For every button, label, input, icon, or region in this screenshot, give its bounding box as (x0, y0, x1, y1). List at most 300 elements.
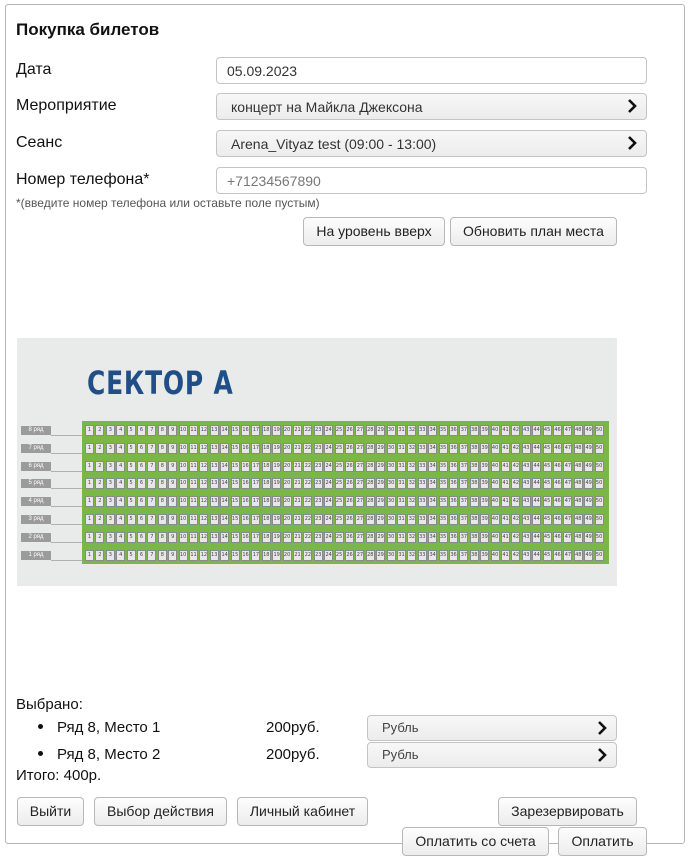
seat[interactable]: 12 (199, 532, 208, 543)
seat[interactable]: 33 (418, 425, 427, 436)
seat[interactable]: 30 (387, 532, 396, 543)
seat[interactable]: 25 (335, 532, 344, 543)
seat[interactable]: 49 (584, 461, 593, 472)
seat[interactable]: 19 (272, 443, 281, 454)
seat[interactable]: 38 (470, 532, 479, 543)
seat[interactable]: 18 (262, 514, 271, 525)
seat[interactable]: 46 (553, 478, 562, 489)
level-up-button[interactable]: На уровень вверх (303, 217, 445, 246)
seat[interactable]: 50 (595, 532, 604, 543)
seat[interactable]: 32 (407, 550, 416, 561)
seat[interactable]: 41 (501, 532, 510, 543)
seat[interactable]: 16 (241, 550, 250, 561)
seat[interactable]: 12 (199, 425, 208, 436)
seat[interactable]: 8 (158, 425, 167, 436)
seat[interactable]: 7 (147, 550, 156, 561)
seat[interactable]: 5 (127, 550, 136, 561)
seat[interactable]: 14 (220, 478, 229, 489)
seat[interactable]: 42 (511, 425, 520, 436)
seat[interactable]: 27 (355, 550, 364, 561)
seat[interactable]: 31 (397, 461, 406, 472)
seat[interactable]: 47 (563, 478, 572, 489)
seat[interactable]: 27 (355, 532, 364, 543)
seat[interactable]: 20 (283, 550, 292, 561)
seat[interactable]: 47 (563, 443, 572, 454)
seat[interactable]: 2 (95, 425, 104, 436)
seat[interactable]: 16 (241, 514, 250, 525)
seat[interactable]: 37 (459, 443, 468, 454)
seat[interactable]: 22 (303, 478, 312, 489)
seat[interactable]: 9 (168, 550, 177, 561)
seat[interactable]: 26 (345, 425, 354, 436)
seat[interactable]: 12 (199, 496, 208, 507)
seat[interactable]: 48 (574, 514, 583, 525)
seat[interactable]: 1 (85, 425, 94, 436)
seat[interactable]: 19 (272, 461, 281, 472)
seat[interactable]: 15 (231, 478, 240, 489)
seat[interactable]: 5 (127, 461, 136, 472)
seat[interactable]: 2 (95, 496, 104, 507)
seat[interactable]: 38 (470, 425, 479, 436)
seat[interactable]: 10 (179, 425, 188, 436)
seat[interactable]: 31 (397, 425, 406, 436)
seat[interactable]: 28 (366, 461, 375, 472)
seat[interactable]: 40 (491, 443, 500, 454)
seat[interactable]: 32 (407, 443, 416, 454)
seat[interactable]: 17 (251, 443, 260, 454)
seat[interactable]: 38 (470, 514, 479, 525)
seat[interactable]: 5 (127, 478, 136, 489)
seat[interactable]: 40 (491, 461, 500, 472)
seat[interactable]: 10 (179, 550, 188, 561)
seat[interactable]: 11 (189, 532, 198, 543)
seat[interactable]: 28 (366, 443, 375, 454)
seat[interactable]: 30 (387, 443, 396, 454)
seat[interactable]: 24 (324, 478, 333, 489)
seat[interactable]: 15 (231, 532, 240, 543)
reserve-button[interactable]: Зарезервировать (498, 797, 637, 826)
seat[interactable]: 43 (522, 550, 531, 561)
seat[interactable]: 29 (376, 550, 385, 561)
seat[interactable]: 5 (127, 443, 136, 454)
seat[interactable]: 24 (324, 550, 333, 561)
seat[interactable]: 7 (147, 514, 156, 525)
seat[interactable]: 24 (324, 532, 333, 543)
seat[interactable]: 23 (314, 461, 323, 472)
seat[interactable]: 31 (397, 496, 406, 507)
seat[interactable]: 36 (449, 496, 458, 507)
seat[interactable]: 45 (543, 443, 552, 454)
seat[interactable]: 25 (335, 443, 344, 454)
seat[interactable]: 4 (116, 496, 125, 507)
seat[interactable]: 4 (116, 514, 125, 525)
seat[interactable]: 2 (95, 443, 104, 454)
seat[interactable]: 17 (251, 496, 260, 507)
seat[interactable]: 8 (158, 443, 167, 454)
seat[interactable]: 22 (303, 550, 312, 561)
seat[interactable]: 15 (231, 425, 240, 436)
seat[interactable]: 42 (511, 496, 520, 507)
seat[interactable]: 2 (95, 532, 104, 543)
seat[interactable]: 8 (158, 496, 167, 507)
seat[interactable]: 39 (480, 443, 489, 454)
seat[interactable]: 20 (283, 532, 292, 543)
seat[interactable]: 31 (397, 514, 406, 525)
seat[interactable]: 26 (345, 461, 354, 472)
seat[interactable]: 48 (574, 478, 583, 489)
seat[interactable]: 8 (158, 478, 167, 489)
seat[interactable]: 47 (563, 425, 572, 436)
seat[interactable]: 9 (168, 425, 177, 436)
seat[interactable]: 16 (241, 478, 250, 489)
seat[interactable]: 22 (303, 496, 312, 507)
seat[interactable]: 11 (189, 478, 198, 489)
seat[interactable]: 27 (355, 514, 364, 525)
seat[interactable]: 46 (553, 550, 562, 561)
seat[interactable]: 24 (324, 443, 333, 454)
seat[interactable]: 6 (137, 443, 146, 454)
seat[interactable]: 47 (563, 496, 572, 507)
seat[interactable]: 7 (147, 478, 156, 489)
seat[interactable]: 13 (210, 443, 219, 454)
seat[interactable]: 37 (459, 532, 468, 543)
seat[interactable]: 9 (168, 496, 177, 507)
seat[interactable]: 12 (199, 550, 208, 561)
seat[interactable]: 32 (407, 425, 416, 436)
seat[interactable]: 13 (210, 514, 219, 525)
seat[interactable]: 48 (574, 496, 583, 507)
seat[interactable]: 9 (168, 461, 177, 472)
seat[interactable]: 33 (418, 461, 427, 472)
seat[interactable]: 14 (220, 550, 229, 561)
seat[interactable]: 12 (199, 514, 208, 525)
seat[interactable]: 19 (272, 532, 281, 543)
seat[interactable]: 16 (241, 443, 250, 454)
seat[interactable]: 16 (241, 496, 250, 507)
seat[interactable]: 17 (251, 425, 260, 436)
seat[interactable]: 30 (387, 425, 396, 436)
seat[interactable]: 9 (168, 532, 177, 543)
seat[interactable]: 8 (158, 532, 167, 543)
seat[interactable]: 43 (522, 461, 531, 472)
seat[interactable]: 14 (220, 496, 229, 507)
seat[interactable]: 46 (553, 532, 562, 543)
seat[interactable]: 14 (220, 443, 229, 454)
seat[interactable]: 26 (345, 514, 354, 525)
seat[interactable]: 18 (262, 550, 271, 561)
seat[interactable]: 49 (584, 425, 593, 436)
seat[interactable]: 14 (220, 461, 229, 472)
seat[interactable]: 11 (189, 514, 198, 525)
seat[interactable]: 13 (210, 425, 219, 436)
seat[interactable]: 44 (532, 514, 541, 525)
seat[interactable]: 3 (106, 514, 115, 525)
seat[interactable]: 34 (428, 478, 437, 489)
seat[interactable]: 30 (387, 496, 396, 507)
seat[interactable]: 27 (355, 443, 364, 454)
seat[interactable]: 2 (95, 461, 104, 472)
seat[interactable]: 4 (116, 532, 125, 543)
seat[interactable]: 26 (345, 550, 354, 561)
seat[interactable]: 50 (595, 425, 604, 436)
seat[interactable]: 42 (511, 461, 520, 472)
seat[interactable]: 4 (116, 443, 125, 454)
seat[interactable]: 46 (553, 443, 562, 454)
seat[interactable]: 6 (137, 461, 146, 472)
seat[interactable]: 4 (116, 461, 125, 472)
seat[interactable]: 15 (231, 550, 240, 561)
seat[interactable]: 23 (314, 550, 323, 561)
seat[interactable]: 40 (491, 478, 500, 489)
seat[interactable]: 43 (522, 443, 531, 454)
seat[interactable]: 1 (85, 532, 94, 543)
seat[interactable]: 23 (314, 496, 323, 507)
seat[interactable]: 49 (584, 443, 593, 454)
seat[interactable]: 40 (491, 550, 500, 561)
seat[interactable]: 30 (387, 461, 396, 472)
seat[interactable]: 26 (345, 478, 354, 489)
seat[interactable]: 3 (106, 496, 115, 507)
choose-action-button[interactable]: Выбор действия (94, 797, 227, 826)
seat[interactable]: 21 (293, 461, 302, 472)
seat[interactable]: 8 (158, 461, 167, 472)
seat[interactable]: 40 (491, 425, 500, 436)
seat[interactable]: 13 (210, 550, 219, 561)
seat[interactable]: 44 (532, 550, 541, 561)
seat[interactable]: 36 (449, 550, 458, 561)
seat[interactable]: 17 (251, 550, 260, 561)
seat[interactable]: 6 (137, 425, 146, 436)
seat[interactable]: 10 (179, 461, 188, 472)
seat[interactable]: 14 (220, 425, 229, 436)
seat[interactable]: 37 (459, 496, 468, 507)
seat[interactable]: 22 (303, 532, 312, 543)
seat[interactable]: 27 (355, 461, 364, 472)
seat[interactable]: 14 (220, 532, 229, 543)
session-select[interactable] (216, 130, 647, 157)
seat[interactable]: 50 (595, 514, 604, 525)
seat[interactable]: 45 (543, 550, 552, 561)
seat[interactable]: 7 (147, 496, 156, 507)
seat[interactable]: 23 (314, 425, 323, 436)
seat[interactable]: 21 (293, 532, 302, 543)
seat[interactable]: 37 (459, 550, 468, 561)
seat[interactable]: 1 (85, 461, 94, 472)
seat[interactable]: 18 (262, 532, 271, 543)
seat[interactable]: 45 (543, 514, 552, 525)
seat[interactable]: 44 (532, 461, 541, 472)
seat[interactable]: 50 (595, 443, 604, 454)
seat[interactable]: 31 (397, 532, 406, 543)
seat[interactable]: 34 (428, 514, 437, 525)
seat[interactable]: 17 (251, 514, 260, 525)
seat[interactable]: 28 (366, 496, 375, 507)
seat[interactable]: 18 (262, 496, 271, 507)
seat[interactable]: 49 (584, 496, 593, 507)
seat[interactable]: 46 (553, 514, 562, 525)
seat[interactable]: 25 (335, 478, 344, 489)
seat[interactable]: 34 (428, 461, 437, 472)
seat[interactable]: 19 (272, 496, 281, 507)
seat[interactable]: 4 (116, 425, 125, 436)
seat[interactable]: 49 (584, 514, 593, 525)
seat[interactable]: 25 (335, 550, 344, 561)
seat[interactable]: 35 (439, 461, 448, 472)
seat[interactable]: 5 (127, 514, 136, 525)
seat[interactable]: 29 (376, 478, 385, 489)
seat[interactable]: 9 (168, 478, 177, 489)
seat[interactable]: 3 (106, 461, 115, 472)
seat[interactable]: 30 (387, 514, 396, 525)
seat[interactable]: 38 (470, 443, 479, 454)
seat[interactable]: 42 (511, 514, 520, 525)
seat[interactable]: 33 (418, 514, 427, 525)
seat[interactable]: 6 (137, 478, 146, 489)
seat[interactable]: 35 (439, 532, 448, 543)
seat[interactable]: 22 (303, 461, 312, 472)
seat[interactable]: 32 (407, 532, 416, 543)
seat[interactable]: 19 (272, 514, 281, 525)
seat[interactable]: 23 (314, 443, 323, 454)
seat[interactable]: 3 (106, 532, 115, 543)
seat[interactable]: 19 (272, 550, 281, 561)
seat[interactable]: 48 (574, 425, 583, 436)
seat[interactable]: 11 (189, 550, 198, 561)
seat[interactable]: 11 (189, 461, 198, 472)
seat[interactable]: 47 (563, 532, 572, 543)
phone-input[interactable]: +71234567890 (216, 167, 647, 194)
seat[interactable]: 2 (95, 514, 104, 525)
seat[interactable]: 35 (439, 550, 448, 561)
seat[interactable]: 25 (335, 461, 344, 472)
seat[interactable]: 48 (574, 550, 583, 561)
seat[interactable]: 45 (543, 478, 552, 489)
seat[interactable]: 36 (449, 425, 458, 436)
seat[interactable]: 37 (459, 478, 468, 489)
seat[interactable]: 33 (418, 478, 427, 489)
seat[interactable]: 30 (387, 478, 396, 489)
currency-select[interactable] (367, 715, 617, 741)
seat[interactable]: 24 (324, 461, 333, 472)
seat[interactable]: 28 (366, 514, 375, 525)
seat[interactable]: 20 (283, 496, 292, 507)
seat[interactable]: 1 (85, 443, 94, 454)
seat[interactable]: 36 (449, 478, 458, 489)
seat[interactable]: 43 (522, 425, 531, 436)
seat[interactable]: 44 (532, 443, 541, 454)
seat[interactable]: 47 (563, 550, 572, 561)
seat[interactable]: 15 (231, 496, 240, 507)
seat[interactable]: 15 (231, 443, 240, 454)
seat[interactable]: 9 (168, 443, 177, 454)
refresh-plan-button[interactable]: Обновить план места (450, 217, 617, 246)
seat[interactable]: 10 (179, 443, 188, 454)
seat[interactable]: 43 (522, 532, 531, 543)
seat[interactable]: 41 (501, 443, 510, 454)
seat[interactable]: 23 (314, 514, 323, 525)
seat[interactable]: 27 (355, 496, 364, 507)
seat[interactable]: 33 (418, 443, 427, 454)
seat[interactable]: 33 (418, 532, 427, 543)
seat[interactable]: 16 (241, 461, 250, 472)
currency-select[interactable] (367, 742, 617, 768)
seat[interactable]: 18 (262, 425, 271, 436)
seat[interactable]: 50 (595, 461, 604, 472)
seat[interactable]: 50 (595, 496, 604, 507)
seat[interactable]: 18 (262, 443, 271, 454)
seat[interactable]: 13 (210, 532, 219, 543)
seat[interactable]: 43 (522, 496, 531, 507)
seat[interactable]: 25 (335, 425, 344, 436)
seat[interactable]: 31 (397, 478, 406, 489)
seat[interactable]: 16 (241, 425, 250, 436)
seat[interactable]: 42 (511, 532, 520, 543)
seat[interactable]: 42 (511, 550, 520, 561)
seat[interactable]: 46 (553, 496, 562, 507)
seat[interactable]: 21 (293, 550, 302, 561)
seat[interactable]: 18 (262, 478, 271, 489)
seat[interactable]: 37 (459, 425, 468, 436)
seat[interactable]: 1 (85, 514, 94, 525)
seat[interactable]: 37 (459, 514, 468, 525)
seat[interactable]: 10 (179, 532, 188, 543)
seat[interactable]: 48 (574, 532, 583, 543)
seat[interactable]: 49 (584, 550, 593, 561)
seat[interactable]: 26 (345, 443, 354, 454)
seat[interactable]: 28 (366, 478, 375, 489)
seat[interactable]: 3 (106, 550, 115, 561)
seat[interactable]: 4 (116, 478, 125, 489)
seat[interactable]: 43 (522, 478, 531, 489)
seat[interactable]: 22 (303, 443, 312, 454)
seat[interactable]: 29 (376, 443, 385, 454)
seat[interactable]: 35 (439, 514, 448, 525)
seat[interactable]: 35 (439, 478, 448, 489)
seat[interactable]: 41 (501, 514, 510, 525)
seat[interactable]: 3 (106, 425, 115, 436)
seat[interactable]: 34 (428, 443, 437, 454)
seat[interactable]: 32 (407, 514, 416, 525)
seat[interactable]: 49 (584, 478, 593, 489)
seat[interactable]: 29 (376, 461, 385, 472)
seat[interactable]: 39 (480, 461, 489, 472)
seat[interactable]: 21 (293, 478, 302, 489)
seat[interactable]: 45 (543, 425, 552, 436)
seat[interactable]: 38 (470, 550, 479, 561)
seat[interactable]: 40 (491, 496, 500, 507)
seat[interactable]: 12 (199, 443, 208, 454)
seat[interactable]: 30 (387, 550, 396, 561)
seat[interactable]: 41 (501, 425, 510, 436)
seat[interactable]: 21 (293, 496, 302, 507)
seat[interactable]: 11 (189, 425, 198, 436)
seat[interactable]: 21 (293, 443, 302, 454)
seat[interactable]: 45 (543, 461, 552, 472)
seat[interactable]: 3 (106, 478, 115, 489)
seat[interactable]: 47 (563, 461, 572, 472)
seat[interactable]: 6 (137, 532, 146, 543)
seat[interactable]: 39 (480, 532, 489, 543)
account-button[interactable]: Личный кабинет (237, 797, 368, 826)
seat[interactable]: 29 (376, 514, 385, 525)
seat[interactable]: 24 (324, 496, 333, 507)
seat[interactable]: 28 (366, 532, 375, 543)
seat[interactable]: 7 (147, 443, 156, 454)
seat[interactable]: 39 (480, 550, 489, 561)
seat[interactable]: 50 (595, 478, 604, 489)
seat[interactable]: 37 (459, 461, 468, 472)
seat[interactable]: 41 (501, 496, 510, 507)
